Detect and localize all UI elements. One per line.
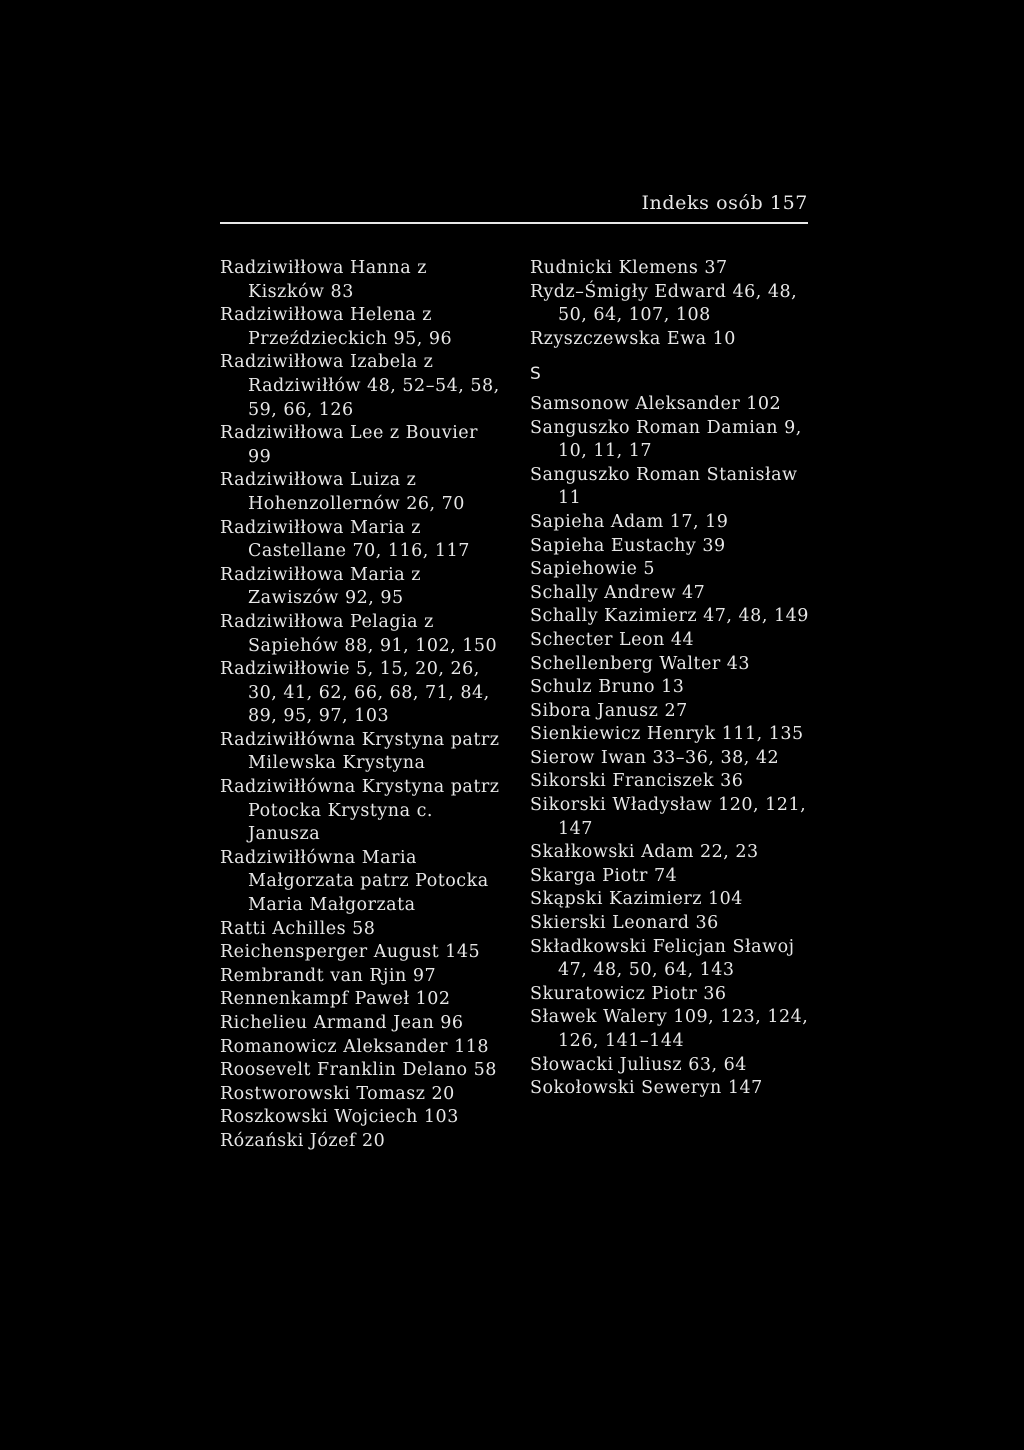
- running-title: Indeks osób 157: [641, 192, 808, 214]
- index-entry: Schulz Bruno 13: [530, 677, 685, 698]
- index-entry: Radziwiłłowa Maria z Castellane 70, 116, 117: [220, 517, 470, 562]
- index-entry: Samsonow Aleksander 102: [530, 393, 782, 414]
- index-column-left: [220, 257, 500, 1154]
- index-entry: Roszkowski Wojciech 103: [220, 1107, 459, 1128]
- index-entry: Rennenkampf Paweł 102: [220, 989, 451, 1010]
- index-entry: Ratti Achilles 58: [220, 918, 376, 939]
- index-entry: Sibora Janusz 27: [530, 700, 688, 721]
- index-entry: Skarga Piotr 74: [530, 865, 678, 886]
- index-entry: Radziwiłłowa Luiza z Hohenzollernów 26, 70: [220, 470, 465, 514]
- index-entry: Rózański Józef 20: [220, 1130, 386, 1151]
- index-entry: Radziwiłłówna Maria Małgorzata patrz Potocka Maria Małgorzata: [220, 847, 489, 916]
- index-entry: Skąpski Kazimierz 104: [530, 889, 743, 910]
- index-entry: Sapiehowie 5: [530, 559, 656, 580]
- index-entry: Radziwiłłówna Krystyna patrz Potocka Krystyna c. Janusza: [220, 777, 500, 845]
- index-entry: Roosevelt Franklin Delano 58: [220, 1060, 497, 1081]
- index-entry: Schellenberg Walter 43: [530, 653, 751, 674]
- index-entry: Radziwiłłowa Izabela z Radziwiłłów 48, 52–54, 58, 59, 66, 126: [220, 352, 500, 420]
- index-entry: Sanguszko Roman Damian 9, 10, 11, 17: [530, 417, 802, 462]
- index-entry: Rostworowski Tomasz 20: [220, 1083, 455, 1104]
- page-header: [220, 186, 808, 226]
- index-entry: Słowacki Juliusz 63, 64: [530, 1054, 747, 1075]
- index-column-right: [530, 257, 812, 1101]
- index-entry: Reichensperger August 145: [220, 942, 481, 963]
- index-entry: Rembrandt van Rjin 97: [220, 965, 437, 986]
- index-entry: Sapieha Eustachy 39: [530, 535, 726, 556]
- index-entry: Schally Andrew 47: [530, 582, 706, 603]
- index-entry: Sapieha Adam 17, 19: [530, 511, 729, 532]
- index-entry: Sikorski Franciszek 36: [530, 771, 744, 792]
- index-entry: Radziwiłłowa Lee z Bouvier 99: [220, 423, 479, 467]
- index-entry: Radziwiłłowa Helena z Przeździeckich 95, 96: [220, 305, 453, 349]
- index-entry: Rzyszczewska Ewa 10: [530, 328, 736, 349]
- index-entry: Schecter Leon 44: [530, 629, 695, 650]
- index-entry: Schally Kazimierz 47, 48, 149: [530, 606, 809, 627]
- index-entry: Sokołowski Seweryn 147: [530, 1078, 763, 1099]
- index-entry: Rydz–Śmigły Edward 46, 48, 50, 64, 107, 108: [530, 281, 798, 326]
- index-entry: Radziwiłłowa Hanna z Kiszków 83: [220, 258, 427, 302]
- index-entry: Skuratowicz Piotr 36: [530, 983, 727, 1004]
- index-entry: Sierow Iwan 33–36, 38, 42: [530, 747, 780, 768]
- index-entry: Skierski Leonard 36: [530, 913, 719, 934]
- index-entry: Rudnicki Klemens 37: [530, 258, 728, 278]
- index-entry: Radziwiłłówna Krystyna patrz Milewska Krystyna: [220, 729, 500, 774]
- index-entry: Sienkiewicz Henryk 111, 135: [530, 724, 804, 745]
- index-entry: Składkowski Felicjan Sławoj 47, 48, 50, 64, 143: [530, 936, 795, 981]
- index-entry: Radziwiłłowie 5, 15, 20, 26, 30, 41, 62, 66, 68, 71, 84, 89, 95, 97, 103: [220, 659, 490, 727]
- index-entry: Skałkowski Adam 22, 23: [530, 842, 759, 863]
- index-entry: Radziwiłłowa Maria z Zawiszów 92, 95: [220, 564, 421, 609]
- index-entry: Sanguszko Roman Stanisław 11: [530, 464, 798, 509]
- index-entry: Radziwiłłowa Pelagia z Sapiehów 88, 91, 102, 150: [220, 611, 498, 656]
- header-rule: [220, 222, 808, 224]
- index-entry: Sikorski Władysław 120, 121, 147: [530, 795, 807, 839]
- index-entry: Sławek Walery 109, 123, 124, 126, 141–144: [530, 1007, 809, 1051]
- index-entry: Richelieu Armand Jean 96: [220, 1013, 464, 1033]
- index-entry: Romanowicz Aleksander 118: [220, 1036, 489, 1057]
- section-letter-heading: S: [530, 364, 542, 385]
